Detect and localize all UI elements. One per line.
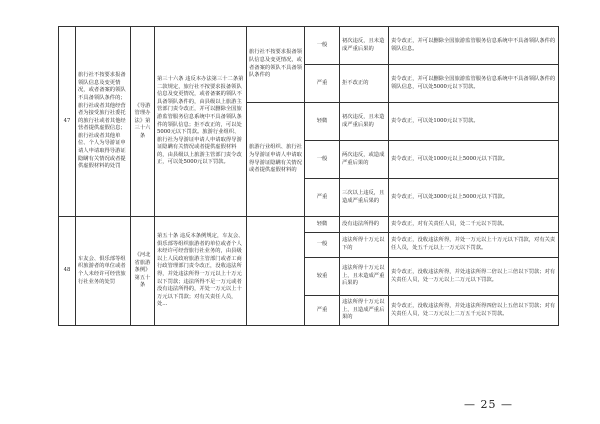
violation-circumstance: 初次违反，且未造成严重后果的 bbox=[340, 27, 389, 65]
row-number: 48 bbox=[59, 217, 76, 326]
violation-circumstance: 初次违反，且未造成严重后果的 bbox=[340, 103, 389, 141]
severity-level: 严重 bbox=[305, 296, 340, 326]
legal-provision: 第三十六条 违反本办法第三十二条第二款规定，旅行社不按要求报备领队信息及变更情况，或者备案的领队不具备领队条件的，由县级以上旅游主管部门责令改正，并可以删除全国旅游监管服务信息系统中不具备领队条件的领队信息；拒不改正的，可以处5000元以下罚款。旅游行业组织、旅行社为导游证申请人申请取得导游证隐瞒有关情况或者提供虚假材料的，由县级以上旅游主管部门责令改正，可以处5000元以下罚款。 bbox=[155, 27, 247, 217]
violation-description: 旅游行业组织、旅行社为导游证申请人申请取得导游证隐瞒有关情况或者提供虚假材料的 bbox=[247, 103, 305, 217]
severity-level: 轻微 bbox=[305, 217, 340, 233]
severity-level: 轻微 bbox=[305, 103, 340, 141]
penalty-table bbox=[58, 26, 559, 326]
penalty-standard: 责令改正，可以处1000元以上5000元以下罚款。 bbox=[389, 141, 559, 179]
penalty-standard: 责令改正，没收违法所得，并处违法所得四倍以上五倍以下罚款；对有关责任人员，处二万元以上二万五千元以下罚款。 bbox=[389, 296, 559, 326]
penalty-subject: 旅行社不按要求报备领队信息及变更情况，或者备案的领队不具备领队条件的；旅行社或者其他经营者为接受旅行社委托的旅行社或者其他经营者提供虚假信息；旅行社或者其他单位、个人为导游证申请人申请取得导游证隐瞒有关情况或者提供虚假材料的处罚 bbox=[76, 27, 131, 217]
penalty-standard: 责令改正，没收违法所得，并处一万元以上十万元以下罚款，对有关责任人员，处五千元以上一万元以下罚款。 bbox=[389, 233, 559, 258]
violation-circumstance: 没有违法所得的 bbox=[340, 217, 389, 233]
violation-description: 旅行社不按要求报备领队信息及变更情况，或者备案的领队不具备领队条件的 bbox=[247, 27, 305, 103]
legal-basis: 《导游管理办法》第三十六条 bbox=[131, 27, 155, 217]
legal-provision: 第五十条 违反本条例规定，车友会、俱乐部等组织旅游者的单位或者个人未经许可经营旅行社业务的，由县级以上人民政府旅游主管部门或者工商行政管理部门责令改正，没收违法所得，并处违法所得一万元以上十万元以下罚款；违法所得不足一万元或者没有违法所得的，并处一万元以上十万元以下罚款；对有关责任人员，处... bbox=[155, 217, 247, 326]
severity-level: 一般 bbox=[305, 27, 340, 65]
violation-circumstance: 拒不改正的 bbox=[340, 65, 389, 103]
severity-level: 较重 bbox=[305, 258, 340, 296]
violation-circumstance: 三次以上违反，且造成严重后果的 bbox=[340, 179, 389, 217]
table-row bbox=[59, 217, 559, 233]
penalty-standard: 责令改正，可以处1000元以下罚款。 bbox=[389, 103, 559, 141]
violation-circumstance: 违法所得十万元以上，且造成严重后果的 bbox=[340, 296, 389, 326]
violation-circumstance: 违法所得十万元以上，且未造成严重后果的 bbox=[340, 258, 389, 296]
violation-circumstance: 违法所得十万元以下的 bbox=[340, 233, 389, 258]
penalty-standard: 责令改正，并可以删除全国旅游监管服务信息系统中不具备领队条件的领队信息，可以处5000元以下罚款。 bbox=[389, 65, 559, 103]
severity-level: 一般 bbox=[305, 141, 340, 179]
violation-circumstance: 两次违反，或造成严重后果的 bbox=[340, 141, 389, 179]
penalty-subject: 车友会、俱乐部等组织旅游者的单位或者个人未经许可经营旅行社业务的处罚 bbox=[76, 217, 131, 326]
penalty-standard: 责令改正，可以处3000元以上5000元以下罚款。 bbox=[389, 179, 559, 217]
penalty-standard: 责令改正，并可以删除全国旅游监管服务信息系统中不具备领队条件的领队信息。 bbox=[389, 27, 559, 65]
page-number: — 25 — bbox=[464, 398, 513, 411]
severity-level: 一般 bbox=[305, 233, 340, 258]
legal-basis: 《河北省旅游条例》第五十条 bbox=[131, 217, 155, 326]
violation-description bbox=[247, 217, 305, 326]
severity-level: 严重 bbox=[305, 65, 340, 103]
severity-level: 严重 bbox=[305, 179, 340, 217]
table-row bbox=[59, 27, 559, 65]
penalty-standard: 责令改正，对有关责任人员，处二千元以下罚款。 bbox=[389, 217, 559, 233]
row-number: 47 bbox=[59, 27, 76, 217]
penalty-standard: 责令改正，没收违法所得，并处违法所得二倍以上三倍以下罚款；对有关责任人员，处一万元以上二万元以下罚款。 bbox=[389, 258, 559, 296]
